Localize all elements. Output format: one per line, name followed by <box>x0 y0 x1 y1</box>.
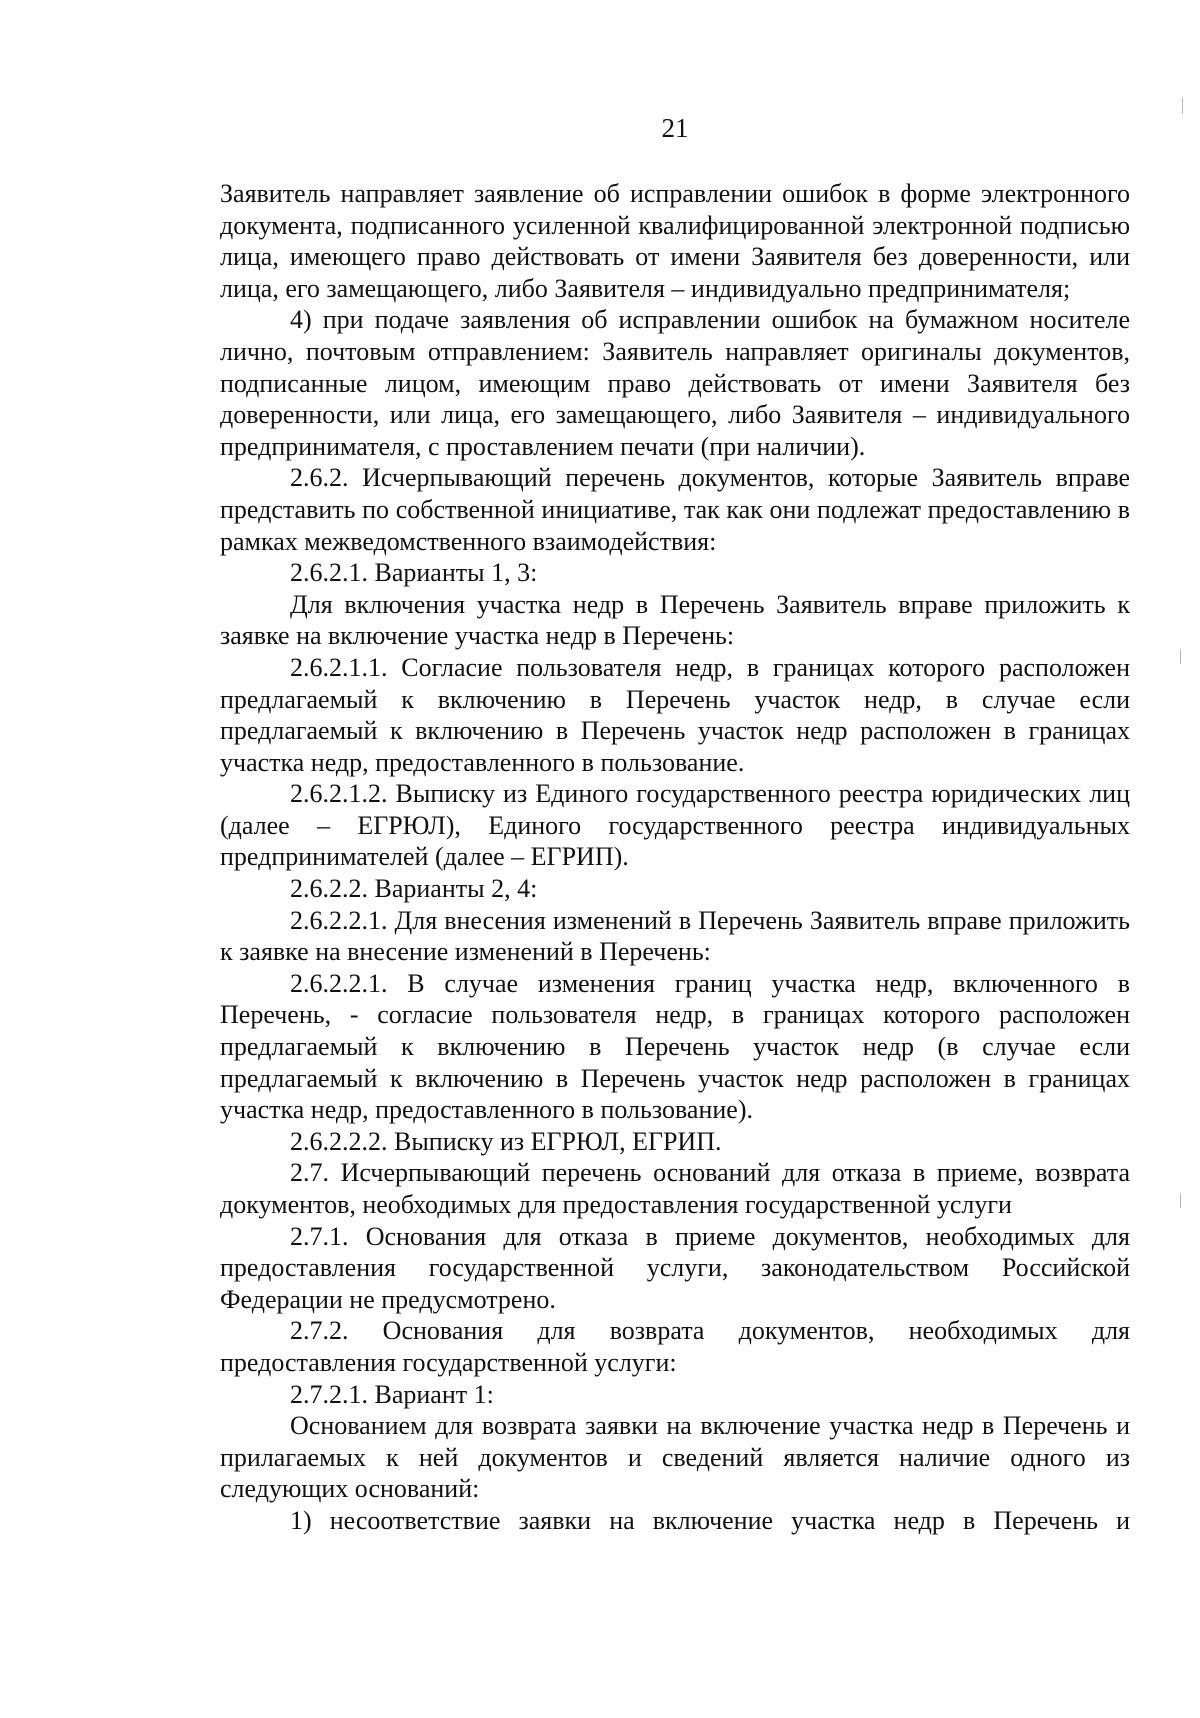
paragraph-2-7-1: 2.7.1. Основания для отказа в приеме документов, необходимых для предоставления государственной услуги, законодательством Российской Федерации не предусмотрено. <box>220 1221 1130 1314</box>
scan-artifact-mark <box>1180 650 1181 664</box>
paragraph-2-6-2: 2.6.2. Исчерпывающий перечень документов, которые Заявитель вправе представить по собственной инициативе, так как они подлежат предоставлению в рамках межведомственного взаимодействия: <box>220 463 1130 556</box>
scan-artifact-mark <box>1182 98 1183 114</box>
paragraph-2-7-2: 2.7.2. Основания для возврата документов, необходимых для предоставления государственной услуги: <box>220 1316 1130 1377</box>
scan-artifact-mark <box>1180 1194 1181 1208</box>
paragraph-applicant-electronic: Заявитель направляет заявление об исправлении ошибок в форме электронного документа, подписанного усиленной квалифицированной электронной подписью лица, имеющего право действовать от имени Заявителя без доверенности, или лица, его замещающего, либо Заявителя – индивидуально предпринимателя; <box>220 179 1130 303</box>
paragraph-item-4-paper: 4) при подаче заявления об исправлении ошибок на бумажном носителе лично, почтовым отправлением: Заявитель направляет оригиналы документов, подписанные лицом, имеющим право действовать от имени Заявителя без доверенности, или лица, его замещающего, либо Заявителя – индивидуального предпринимателя, с проставлением печати (при наличии). <box>220 305 1130 461</box>
page-number: 21 <box>661 113 689 143</box>
paragraph-2-6-2-2: 2.6.2.2. Варианты 2, 4: <box>290 874 538 904</box>
paragraph-2-6-2-2-2: 2.6.2.2.2. Выписку из ЕГРЮЛ, ЕГРИП. <box>290 1126 722 1156</box>
paragraph-inclusion-attach: Для включения участка недр в Перечень Заявитель вправе приложить к заявке на включение участка недр в Перечень: <box>220 589 1130 651</box>
paragraph-2-6-2-1-1: 2.6.2.1.1. Согласие пользователя недр, в границах которого расположен предлагаемый к включению в Перечень участок недр, в случае если предлагаемый к включению в Перечень участок недр расположен в границах участка недр, предоставленного в пользование. <box>220 652 1130 777</box>
paragraph-2-6-2-1: 2.6.2.1. Варианты 1, 3: <box>290 558 538 588</box>
paragraph-2-6-2-2-1-borders: 2.6.2.2.1. В случае изменения границ участка недр, включенного в Перечень, - согласие пользователя недр, в границах которого расположен предлагаемый к включению в Перечень участок недр (в случае если предлагаемый к включению в Перечень участок недр расположен в границах участка недр, предоставленного в пользование). <box>220 968 1130 1125</box>
paragraph-2-7-2-1: 2.7.2.1. Вариант 1: <box>290 1379 494 1409</box>
paragraph-2-6-2-2-1-changes: 2.6.2.2.1. Для внесения изменений в Перечень Заявитель вправе приложить к заявке на внесение изменений в Перечень: <box>220 905 1130 967</box>
document-body <box>220 178 1130 1537</box>
paragraph-item-1-mismatch: 1) несоответствие заявки на включение участка недр в Перечень и <box>290 1505 1130 1535</box>
paragraph-return-grounds: Основанием для возврата заявки на включение участка недр в Перечень и прилагаемых к ней документов и сведений является наличие одного из следующих оснований: <box>220 1411 1130 1504</box>
paragraph-2-7: 2.7. Исчерпывающий перечень оснований для отказа в приеме, возврата документов, необходимых для предоставления государственной услуги <box>220 1158 1130 1219</box>
paragraph-2-6-2-1-2: 2.6.2.1.2. Выписку из Единого государственного реестра юридических лиц (далее – ЕГРЮЛ), Единого государственного реестра индивидуальных предпринимателей (далее – ЕГРИП). <box>220 779 1130 872</box>
